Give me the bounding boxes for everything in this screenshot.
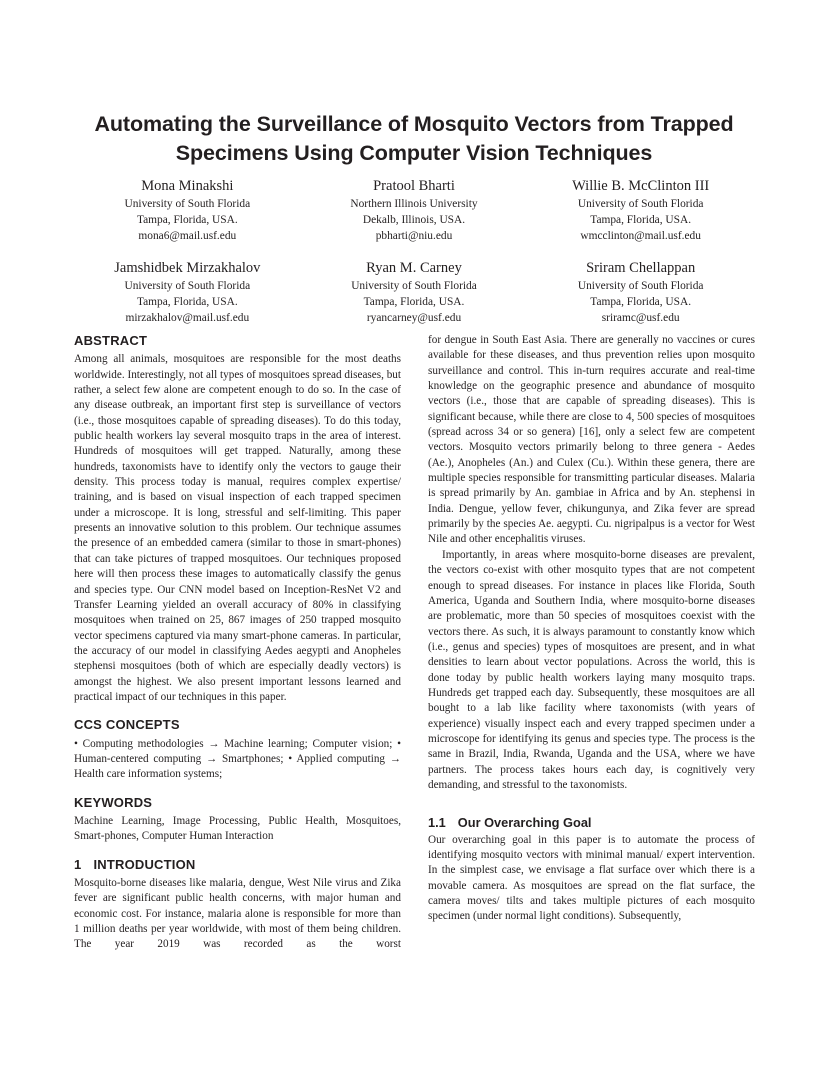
- paper-title: Automating the Surveillance of Mosquito Vectors from Trapped Specimens Using Computer Vision Techniques: [94, 112, 734, 165]
- author: [74, 176, 301, 244]
- author-affiliation: University of South Florida: [124, 198, 251, 210]
- abstract-text: Among all animals, mosquitoes are responsible for the most deaths worldwide. Interestingly, not all types of mosquitoes spread diseases, but rather, a select few alone are competent enough to do so. In the case of any disease outbreak, an important first step is surveillance of vectors (i.e., those mosquitoes capable of spreading diseases). To do this today, public health workers lay several mosquito traps in the area of interest. Hundreds of mosquitoes will get trapped. Naturally, among these hundreds, taxonomists have to identify only the vectors to gauge their density. This process today is manual, requires complex expertise/ training, and is based on visual inspection of each trapped specimen under a microscope. It is long, stressful and self-limiting. This paper presents an innovative solution to this problem. Our technique assumes the presence of an embedded camera (similar to those in smart-phones) that can take pictures of trapped mosquitoes. Our techniques proposed here will then process these images to automatically classify the genus and species type. Our CNN model based on Inception-ResNet V2 and Transfer Learning yielded an overall accuracy of 80% in classifying mosquitoes when trained on 25, 867 images of 250 trapped mosquito vector specimens captured via many smart-phone cameras. In particular, the accuracy of our model in classifying Aedes aegypti and Anopheles stephensi mosquitoes (both of which are especially deadly vectors) is amongst the highest. We also present important lessons learned and practical impact of our techniques in this paper.: [74, 353, 401, 703]
- author: [301, 176, 528, 244]
- subsection-title: Our Overarching Goal: [457, 815, 592, 831]
- author-location: Tampa, Florida, USA.: [590, 296, 692, 308]
- introduction-paragraph-1: Mosquito-borne diseases like malaria, dengue, West Nile virus and Zika fever are significant public health concerns, with major human and economic cost. For instance, malaria alone is responsible for more than 1 million deaths per year worldwide, with most of them being children. The year 2019 was recorded as the worst: [74, 877, 401, 951]
- ccs-heading: CCS CONCEPTS: [74, 717, 180, 733]
- author-email: pbharti@niu.edu: [375, 230, 453, 242]
- author: [527, 258, 754, 326]
- author-name: Ryan M. Carney: [366, 260, 462, 276]
- author-name: Mona Minakshi: [141, 178, 234, 194]
- author-location: Tampa, Florida, USA.: [363, 296, 465, 308]
- introduction-paragraph-2: Importantly, in areas where mosquito-borne diseases are prevalent, the vectors co-exist with other mosquito types that are not competent enough to spread diseases. For instance in places like Florida, South America, Uganda and Southern India, where mosquito-borne diseases are problematic, more than 50 species of mosquitoes coexist with the vectors there. As such, it is always paramount to constantly know which (i.e., genus and species) types of mosquitoes are present, and in what densities to learn about vector populations. Across the world, this is done today by public health workers laying many mosquito traps. Hundreds get trapped each day. Subsequently, these mosquitoes are all bought to a lab like facility where taxonomists (with years of experience) visually inspect each and every trapped specimen under a microscope for identifying its genus and species type. The process is the same in Brazil, India, Rwanda, Uganda and the USA, where we have partners. The process takes hours each day, is cognitively very demanding, and stressful to the taxonomists.: [428, 548, 755, 791]
- author-location: Tampa, Florida, USA.: [136, 296, 238, 308]
- author: [74, 258, 301, 326]
- author-name: Jamshidbek Mirzakhalov: [114, 260, 261, 276]
- author-email: sriramc@usf.edu: [601, 312, 680, 324]
- subsection-text: Our overarching goal in this paper is to automate the process of identifying mosquito vectors with minimal manual/ expert intervention. In the simplest case, we envisage a flat surface over which there is a movable camera. As mosquitoes are spread on the flat surface, the camera moves/ tilts and takes multiple pictures of each mosquito specimen (under normal light conditions). Subsequently,: [428, 833, 755, 923]
- author-email: mona6@mail.usf.edu: [138, 230, 237, 242]
- section-number: 1: [74, 856, 82, 872]
- keywords-text: Machine Learning, Image Processing, Public Health, Mosquitoes, Smart-phones, Computer Human Interaction: [74, 814, 401, 843]
- author-block: [74, 176, 754, 326]
- author-name: Willie B. McClinton III: [572, 178, 710, 194]
- author-email: ryancarney@usf.edu: [366, 312, 462, 324]
- subsection-number: 1.1: [428, 815, 446, 831]
- author-location: Dekalb, Illinois, USA.: [362, 214, 466, 226]
- author-location: Tampa, Florida, USA.: [590, 214, 692, 226]
- author-email: wmcclinton@mail.usf.edu: [580, 230, 701, 242]
- author-email: mirzakhalov@mail.usf.edu: [125, 312, 250, 324]
- abstract-heading: ABSTRACT: [74, 333, 148, 348]
- author-affiliation: University of South Florida: [351, 280, 477, 292]
- author: [301, 258, 528, 326]
- keywords-heading: KEYWORDS: [74, 794, 153, 810]
- ccs-text: • Computing methodologies → Machine learning; Computer vision; • Human-centered computing → Smartphones; • Applied computing → Health care information systems;: [74, 737, 401, 781]
- author-affiliation: University of South Florida: [577, 198, 704, 210]
- right-column: [428, 333, 755, 925]
- author-name: Pratool Bharti: [373, 178, 455, 194]
- author-name: Sriram Chellappan: [586, 260, 696, 276]
- author-location: Tampa, Florida, USA.: [136, 214, 238, 226]
- introduction-paragraph-1-cont: for dengue in South East Asia. There are generally no vaccines or cures available for these diseases, and thus prevention relies upon mosquito surveillance and control. This in-turn requires accurate and real-time knowledge on the geographic presence and abundance of mosquito vectors (i.e., those that are capable of spreading diseases). This is significant because, while there are close to 4, 500 species of mosquitoes (spread across 34 or so genera) [16], only a select few are competent vectors. Mosquito vectors primarily belong to three genera - Aedes (Ae.), Anopheles (An.) and Culex (Cu.). Within these genera, there are multiple species responsible for transmitting particular diseases. Malaria is spread primarily by An. gambiae in Africa and by An. stephensi in India. Dengue, yellow fever, chikungunya, and Zika fever are spread primarily by the species Ae. aegypti. Cu. nigripalpus is a vector for West Nile and other encephalitis viruses.: [428, 334, 755, 546]
- introduction-heading: [74, 857, 401, 872]
- section-title: INTRODUCTION: [93, 856, 196, 872]
- author-affiliation: University of South Florida: [124, 280, 251, 292]
- subsection-heading: [428, 815, 755, 830]
- author-affiliation: University of South Florida: [577, 280, 704, 292]
- author: [527, 176, 754, 244]
- author-affiliation: Northern Illinois University: [350, 198, 478, 210]
- left-column: [74, 333, 401, 953]
